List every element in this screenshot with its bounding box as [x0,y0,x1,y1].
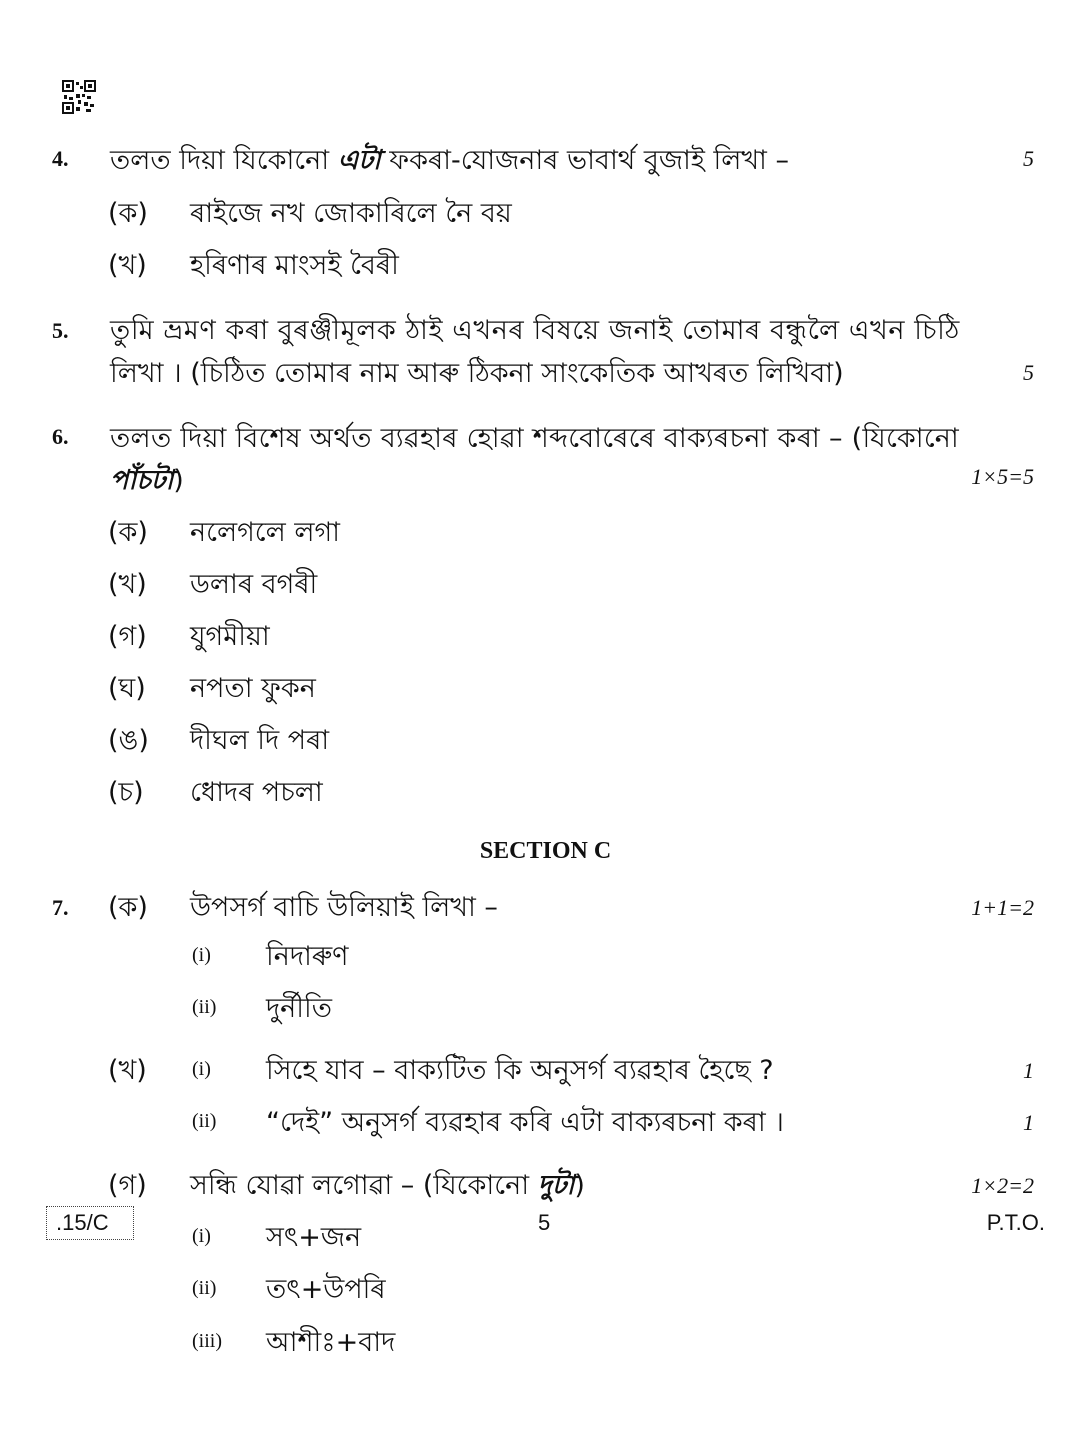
question-7b-item-marks: 1 [1023,1110,1034,1135]
question-4-option-text: ৰাইজে নখ জোকাৰিলে নৈ বয় [190,198,512,229]
question-7b-item-roman: (i) [192,1058,211,1080]
question-6-line-2 [110,460,184,505]
question-7b-item-text: “দেই” অনুসৰ্গ ব্যৱহাৰ কৰি এটা বাক্যৰচনা কৰা । [266,1107,784,1138]
question-6-line-1: তলত দিয়া বিশেষ অৰ্থত ব্যৱহাৰ হোৱা শব্দবোৰেৰে বাক্যৰচনা কৰা – (যিকোনো [110,423,960,454]
question-4-option-label: (ক) [108,198,148,229]
question-7c-text-before: সন্ধি যোৱা লগোৱা – (যিকোনো [190,1170,538,1201]
question-4-option-text: হৰিণাৰ মাংসই বৈৰী [190,250,399,281]
question-5-line-2: লিখা । (চিঠিত তোমাৰ নাম আৰু ঠিকনা সাংকেতিক আখৰত লিখিবা) [110,358,844,389]
question-7b-label: (খ) [108,1055,147,1086]
question-7c-item-roman: (ii) [192,1277,217,1299]
question-7c-item-roman: (iii) [192,1330,222,1352]
question-7c-item-text: তৎ+উপৰি [266,1274,386,1305]
question-7a-marks: 1+1=2 [971,895,1034,920]
question-6-option-label: (ক) [108,517,148,548]
question-7a-item-roman: (ii) [192,996,217,1018]
question-4-option-label: (খ) [108,250,147,281]
question-4-number: 4. [52,146,69,171]
question-7c-label: (গ) [108,1170,147,1201]
question-7b-item-marks: 1 [1023,1058,1034,1083]
question-6-marks: 1×5=5 [971,464,1034,489]
question-6-option-text: যুগমীয়া [190,621,270,652]
question-5-marks: 5 [1023,360,1034,385]
question-4-emphasis: এটা [337,145,381,176]
question-5-number: 5. [52,318,69,343]
question-4-marks: 5 [1023,146,1034,171]
pto-label: P.T.O. [986,1210,1045,1235]
question-7-number: 7. [52,895,69,920]
qr-code-icon [62,80,96,114]
question-6-option-text: ডলাৰ বগৰী [190,569,318,600]
question-7c-item-roman: (i) [192,1225,211,1247]
question-6-option-label: (ঘ) [108,673,146,704]
question-6-option-text: ধোদৰ পচলা [190,777,323,808]
question-7c-item-text: আশীঃ+বাদ [266,1327,396,1358]
question-4-text [110,140,789,185]
question-6-option-label: (চ) [108,777,144,808]
question-7b-item-roman: (ii) [192,1110,217,1132]
question-7a-item-text: দুৰ্নীতি [266,993,333,1024]
question-7c-close-paren: ) [574,1170,585,1201]
question-4-text-after: ফকৰা-যোজনাৰ ভাবাৰ্থ বুজাই লিখা – [380,145,789,176]
page-number: 5 [538,1210,551,1235]
question-6-option-label: (ঙ) [108,725,149,756]
question-7a-label: (ক) [108,892,148,923]
question-6-option-text: দীঘল দি পৰা [190,725,330,756]
question-6-close-paren: ) [173,465,184,496]
question-7c-marks: 1×2=2 [971,1173,1034,1198]
question-6-option-label: (গ) [108,621,147,652]
question-7a-text: উপসৰ্গ বাচি উলিয়াই লিখা – [190,892,498,923]
question-6-option-label: (খ) [108,569,147,600]
question-7a-item-text: নিদাৰুণ [266,941,349,972]
question-6-number: 6. [52,424,69,449]
question-6-emphasis: পাঁচটা [110,465,174,496]
question-4-text-before: তলত দিয়া যিকোনো [110,145,338,176]
question-6-option-text: নলেগলে লগা [190,517,340,548]
section-title: SECTION C [479,838,612,864]
question-7a-item-roman: (i) [192,944,211,966]
question-7b-item-text: সিহে যাব – বাক্যটিত কি অনুসৰ্গ ব্যৱহাৰ হৈছে ? [266,1055,774,1086]
question-6-option-text: নপতা ফুকন [190,673,316,704]
question-5-line-1: তুমি ভ্ৰমণ কৰা বুৰঞ্জীমূলক ঠাই এখনৰ বিষয়ে জনাই তোমাৰ বন্ধুলৈ এখন চিঠি [110,315,960,346]
paper-code: .15/C [56,1210,109,1235]
question-7c-text [190,1165,585,1210]
question-7c-item-text: সৎ+জন [266,1222,362,1253]
question-7c-emphasis: দুটা [537,1170,575,1201]
